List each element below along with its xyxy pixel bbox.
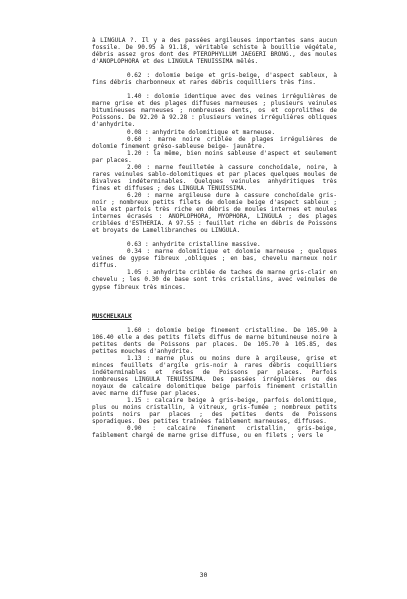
paragraph: 0.34 : marne dolomitique et dolomie marneuse ; quelques veines de gypse fibreux ,obliques ; en bas, chevelu marneux noir diffus. xyxy=(92,248,337,270)
paragraph: 0.08 : anhydrite dolomitique et marneuse. xyxy=(127,128,276,136)
paragraph: 0.90 : calcaire finement cristallin, gris-beige, faiblement chargé de marne grise diffuse, ou en filets ; vers le xyxy=(92,425,337,440)
paragraph: 1.13 : marne plus ou moins dure à argileuse, grise et minces feuillets d'argile gris-noir à rares débris coquilliers indéterminables et restes de Poissons par places. Parfois nombreuses LINGULA TENUISSIMA. Des passées irrégulières ou des noyaux de calcaire dolomitique beige parfois finement cristallin avec marne diffuse par places. xyxy=(92,354,337,398)
paragraph: 6.20 : marne argileuse dure à cassure conchoïdale gris-noir ; nombreux petits filets de dolomie beige d'aspect sableux ; elle est parfois très riche en débris de moules internes et moules internes écrasés : ANOPLOPHORA, MYOPHORA, LINGULA ; des plages criblées d'ESTHERIA. A 97.55 : feuillet riche en débris de Poissons et broyats de Lamellibranches ou LINGULA. xyxy=(92,191,337,235)
document-body xyxy=(92,37,337,439)
paragraph: 0.62 : dolomie beige et gris-beige, d'aspect sableux, à fins débris charbonneux et rares débris coquilliers très fins. xyxy=(92,72,337,87)
paragraph: à LINGULA ?. Il y a des passées argileuses importantes sans aucun fossile. De 90.95 à 91.18, véritable schiste à bouillie végétale, débris assez gros dont des PTEROPHYLLUM JAEGERI BRONG., des moules d'ANOPLOPHORA et des LINGULA TENUISSIMA mêlés. xyxy=(92,37,337,66)
paragraph: 1.15 : calcaire beige à gris-beige, parfois dolomitique, plus ou moins cristallin, à vitreux, gris-fumée ; nombreux petits points noirs par places ; des petites dents de Poissons sporadiques. Des petites traînées faiblement marneuses, diffuses. xyxy=(92,397,337,426)
paragraph: 2.00 : marne feuilletée à cassure conchoïdale, noire, à rares veinules sablo-dolomitiques et par places quelques moules de Bivalves indéterminables. Quelques veinules anhydritiques très fines et diffuses ; des LINGULA TENUISSIMA. xyxy=(92,163,337,192)
paragraph: 0.63 : anhydrite cristalline massive. xyxy=(127,241,261,249)
section-heading: MUSCHELKALK xyxy=(92,312,132,320)
paragraph: 1.60 : dolomie beige finement cristalline. De 105.90 à 106.40 elle a des petits filets diffus de marne bitumineuse noire à petites dents de Poissons par places. De 105.70 à 105.85, des petites mouches d'anhydrite. xyxy=(92,326,337,355)
paragraph: 1.05 : anhydrite criblée de taches de marne gris-clair en chevelu ; les 0.30 de base sont très cristallins, avec veinules de gypse fibreux très minces. xyxy=(92,269,337,291)
paragraph: 1.40 : dolomie identique avec des veines irrégulières de marne grise et des plages diffuses marneuses ; plusieurs veinules bitumineuses marneuses ; nombreuses dents, os et coprolithes de Poissons. De 92.20 à 92.28 : plusieurs veines irrégulières obliques d'anhydrite. xyxy=(92,93,337,129)
page-number: 30 xyxy=(199,571,208,579)
paragraph: 0.60 : marne noire criblée de plages irrégulières de dolomie finement gréso-sableuse beige- jaunâtre. xyxy=(92,135,337,150)
paragraph: 1.20 : la même, bien moins sableuse d'aspect et seulement par places. xyxy=(92,149,337,164)
